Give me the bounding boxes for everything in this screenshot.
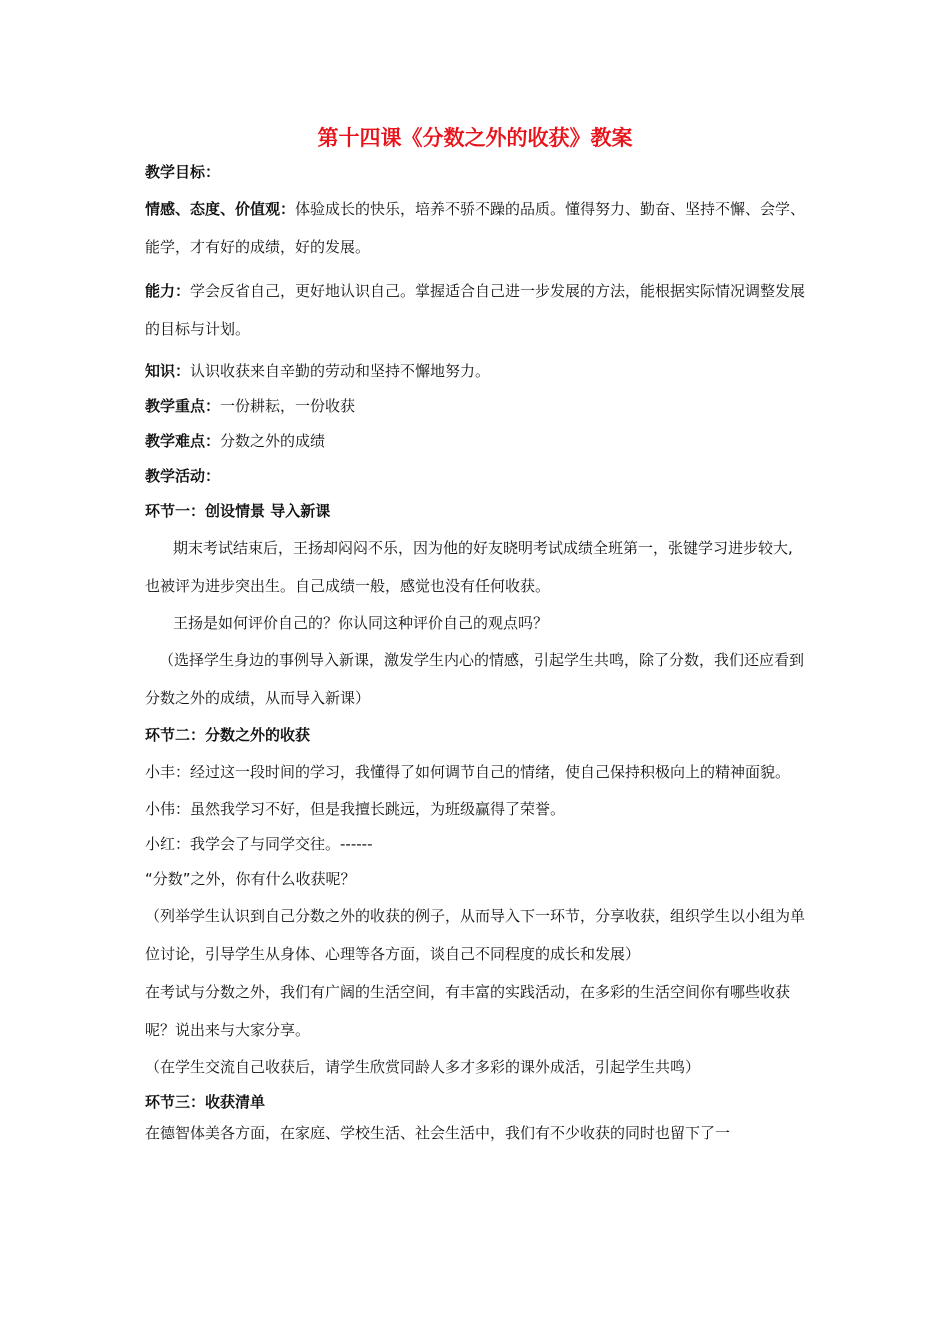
difficulty-text: 分数之外的成绩 [220,432,326,450]
section1-paragraph: 期末考试结束后，王扬却闷闷不乐，因为他的好友晓明考试成绩全班第一，张键学习进步较大,也被评为进步突出生。自己成绩一般，感觉也没有任何收获。 [145,539,793,595]
section1-heading: 环节一：创设情景 导入新课 [145,502,331,520]
emotion-label: 情感、态度、价值观： [145,200,296,218]
emotion-text: 体验成长的快乐，培养不骄不躁的品质。懂得努力、勤奋、坚持不懈、会学、能学，才有好的成绩，好的发展。 [145,200,806,256]
section2-question: “分数”之外，你有什么收获呢？ [145,870,356,888]
section2-heading: 环节二：分数之外的收获 [145,726,311,744]
section2-note: （在学生交流自己收获后，请学生欣赏同龄人多才多彩的课外成活，引起学生共鸣） [145,1058,701,1076]
section2-paragraph: 小红：我学会了与同学交往。------ [145,835,373,853]
activities-heading: 教学活动： [145,467,221,485]
section3-heading: 环节三：收获清单 [145,1093,266,1111]
page-title: 第十四课《分数之外的收获》教案 [317,126,633,150]
section2-note: （列举学生认识到自己分数之外的收获的例子，从而导入下一环节，分享收获，组织学生以小组为单位讨论，引导学生从身体、心理等各方面，谈自己不同程度的成长和发展） [145,907,806,963]
document-body [145,160,807,1152]
difficulty [145,429,807,453]
objectives-heading: 教学目标： [145,163,221,181]
ability-label: 能力： [145,282,191,300]
ability-text: 学会反省自己，更好地认识自己。掌握适合自己进一步发展的方法，能根据实际情况调整发展的目标与计划。 [145,282,806,338]
key-point-label: 教学重点： [145,397,221,415]
ability-objective [145,272,807,348]
section2-paragraph: 在考试与分数之外，我们有广阔的生活空间，有丰富的实践活动，在多彩的生活空间你有哪些收获呢？说出来与大家分享。 [145,983,791,1039]
section3-paragraph: 在德智体美各方面，在家庭、学校生活、社会生活中，我们有不少收获的同时也留下了一 [145,1124,731,1142]
section2-paragraph: 小丰：经过这一段时间的学习，我懂得了如何调节自己的情绪，使自己保持积极向上的精神面貌。 [145,763,791,781]
key-point [145,394,807,418]
section1-question: 王扬是如何评价自己的？你认同这种评价自己的观点吗？ [173,614,549,632]
section1-note: （选择学生身边的事例导入新课，激发学生内心的情感，引起学生共鸣，除了分数，我们还应看到分数之外的成绩，从而导入新课） [145,651,805,707]
knowledge-objective [145,359,807,383]
emotion-objective [145,190,807,266]
knowledge-label: 知识： [145,362,191,380]
section2-paragraph: 小伟：虽然我学习不好，但是我擅长跳远，为班级赢得了荣誉。 [145,800,566,818]
difficulty-label: 教学难点： [145,432,221,450]
knowledge-text: 认识收获来自辛勤的劳动和坚持不懈地努力。 [190,362,491,380]
key-point-text: 一份耕耘，一份收获 [220,397,356,415]
